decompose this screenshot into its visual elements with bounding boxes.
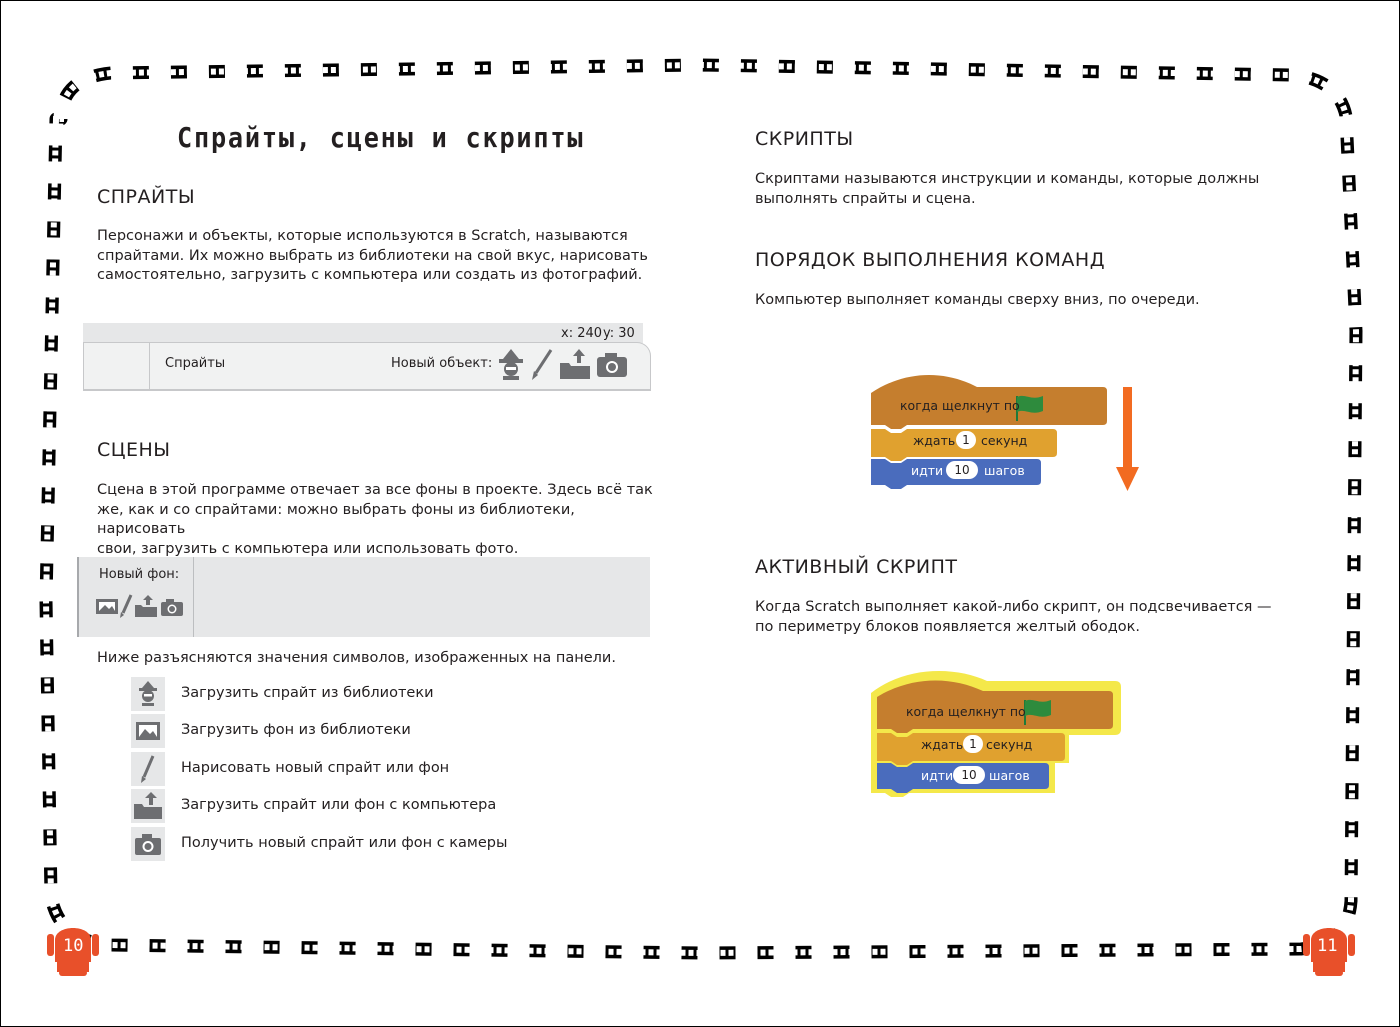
coord-y: y: 30 <box>603 326 635 341</box>
coord-x: x: 240 <box>561 326 603 341</box>
move-unit: шагов <box>984 463 1025 478</box>
wait-label-active: ждать <box>921 737 964 752</box>
wait-label: ждать <box>913 433 956 448</box>
move-value-active[interactable]: 10 <box>953 766 985 784</box>
sprite-library-icon <box>131 677 165 711</box>
backdrop-library-icon[interactable] <box>96 599 118 614</box>
sprites-heading: СПРАЙТЫ <box>97 186 196 208</box>
sprites-text: Персонажи и объекты, которые используются в Scratch, называются спрайтами. Их можно выбрать из библиотеки на свой вкус, нарисовать самостоятельно, загрузить с компьютера или создать из фотографий. <box>97 228 648 283</box>
order-heading: ПОРЯДОК ВЫПОЛНЕНИЯ КОМАНД <box>755 249 1106 271</box>
sprite-panel <box>83 323 651 391</box>
scripts-text: Скриптами называются инструкции и команды, которые должны выполнять спрайты и сцена. <box>755 171 1260 207</box>
page-title: Спрайты, сцены и скрипты <box>177 121 585 154</box>
new-object-label: Новый объект: <box>391 356 493 371</box>
wait-unit-active: секунд <box>986 737 1033 752</box>
order-text: Компьютер выполняет команды сверху вниз, по очереди. <box>755 292 1200 308</box>
active-heading: АКТИВНЫЙ СКРИПТ <box>755 556 958 578</box>
page-number-left: 10 <box>63 936 84 956</box>
camera-icon <box>131 827 165 861</box>
backdrop-icons <box>95 593 187 619</box>
legend-item: Загрузить спрайт из библиотеки <box>131 677 631 711</box>
camera-icon[interactable] <box>595 349 629 379</box>
hat-label: когда щелкнут по <box>900 398 1020 413</box>
coords-strip <box>83 323 643 343</box>
upload-icon[interactable] <box>557 347 593 381</box>
legend-intro: Ниже разъясняются значения символов, изображенных на панели. <box>97 650 616 666</box>
wait-unit: секунд <box>981 433 1028 448</box>
backdrop-library-icon <box>131 714 165 748</box>
wait-value-active[interactable]: 1 <box>963 735 983 753</box>
scenes-heading: СЦЕНЫ <box>97 439 171 461</box>
wait-value[interactable]: 1 <box>956 431 976 449</box>
move-value[interactable]: 10 <box>946 461 978 479</box>
page-number-right: 11 <box>1317 936 1338 956</box>
camera-icon[interactable] <box>161 599 183 616</box>
scenes-text: Сцена в этой программе отвечает за все фоны в проекте. Здесь всё так же, как и со спрайтами: можно выбрать фоны из библиотеки, нарисовать свои, загрузить с компьютера или использовать фото. <box>97 482 653 557</box>
sprite-library-icon[interactable] <box>493 347 529 381</box>
hat-label-active: когда щелкнут по <box>906 704 1026 719</box>
upload-icon[interactable] <box>135 595 157 617</box>
upload-icon <box>131 789 165 823</box>
legend-item: Загрузить спрайт или фон с компьютера <box>131 789 631 823</box>
backdrop-panel <box>77 557 650 637</box>
down-arrow-icon <box>1113 387 1143 493</box>
legend-item: Загрузить фон из библиотеки <box>131 714 631 748</box>
move-label-active: идти <box>921 768 954 783</box>
legend-item: Получить новый спрайт или фон с камеры <box>131 827 631 861</box>
paintbrush-icon <box>131 752 165 786</box>
move-label: идти <box>911 463 944 478</box>
paintbrush-icon[interactable] <box>120 595 131 618</box>
move-unit-active: шагов <box>989 768 1030 783</box>
new-backdrop-label: Новый фон: <box>99 567 180 582</box>
legend-item: Нарисовать новый спрайт или фон <box>131 752 631 786</box>
sprites-label: Спрайты <box>165 356 226 371</box>
paintbrush-icon[interactable] <box>529 347 555 381</box>
scripts-heading: СКРИПТЫ <box>755 128 854 150</box>
active-text: Когда Scratch выполняет какой-либо скрипт, он подсвечивается — по периметру блоков появляется желтый ободок. <box>755 599 1272 635</box>
